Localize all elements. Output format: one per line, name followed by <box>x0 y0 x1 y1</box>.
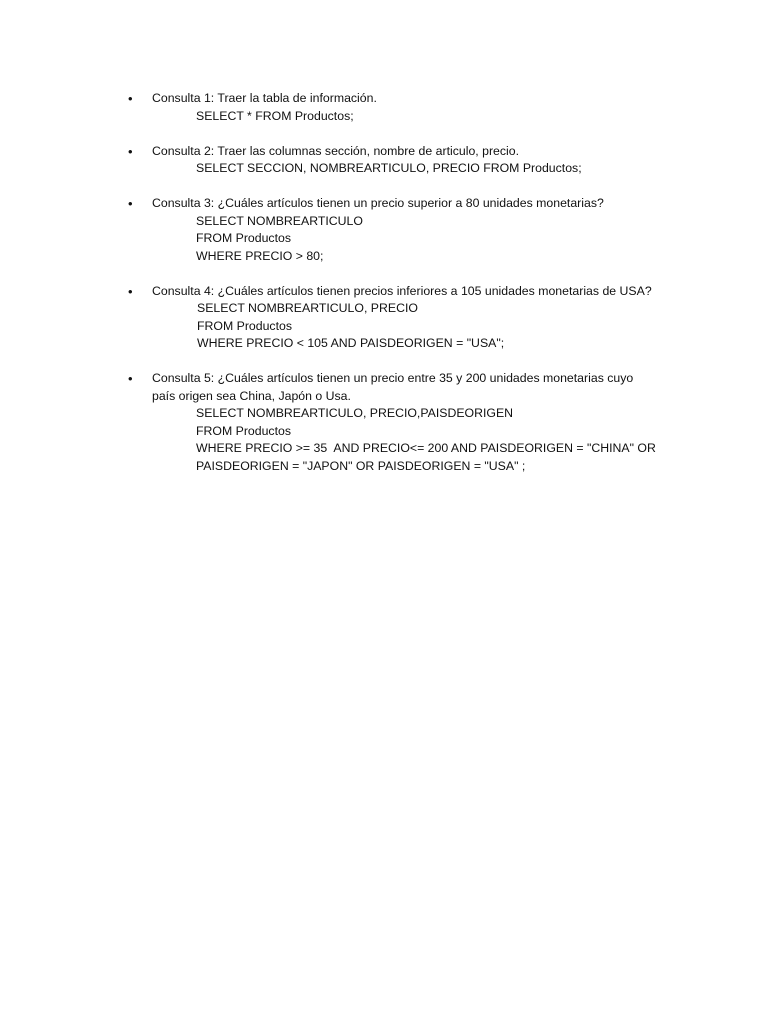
sql-line: SELECT NOMBREARTICULO <box>196 213 363 228</box>
list-item <box>0 143 768 178</box>
sql-line: SELECT * FROM Productos; <box>196 108 354 123</box>
list-item <box>0 90 768 125</box>
query-title: Consulta 5: ¿Cuáles artículos tienen un precio entre 35 y 200 unidades monetarias cuyo <box>152 371 634 385</box>
sql-line: WHERE PRECIO >= 35 AND PRECIO<= 200 AND PAISDEORIGEN = "CHINA" OR <box>196 441 656 455</box>
bullet-icon: • <box>128 143 133 159</box>
bullet-icon: • <box>128 371 133 386</box>
sql-line: WHERE PRECIO < 105 AND PAISDEORIGEN = "USA"; <box>197 336 505 350</box>
list-item <box>0 283 768 353</box>
bullet-icon: • <box>128 283 133 299</box>
sql-line: PAISDEORIGEN = "JAPON" OR PAISDEORIGEN = "USA" ; <box>196 458 526 473</box>
sql-line: FROM Productos <box>197 318 292 333</box>
query-title-continuation: país origen sea China, Japón o Usa. <box>152 388 351 403</box>
sql-line: SELECT NOMBREARTICULO, PRECIO,PAISDEORIGEN <box>196 406 514 420</box>
sql-line: WHERE PRECIO > 80; <box>196 248 324 263</box>
bullet-icon: • <box>128 196 133 211</box>
query-title: Consulta 1: Traer la tabla de información. <box>152 91 377 105</box>
list-item <box>0 195 768 265</box>
sql-line: FROM Productos <box>196 231 291 245</box>
sql-line: FROM Productos <box>196 423 291 438</box>
sql-line: SELECT SECCION, NOMBREARTICULO, PRECIO FROM Productos; <box>196 161 582 175</box>
list-item <box>0 370 768 475</box>
query-title: Consulta 3: ¿Cuáles artículos tienen un precio superior a 80 unidades monetarias? <box>152 196 604 210</box>
query-list <box>0 90 768 493</box>
query-title: Consulta 4: ¿Cuáles artículos tienen precios inferiores a 105 unidades monetarias de USA? <box>152 283 652 298</box>
bullet-icon: • <box>128 91 133 106</box>
sql-line: SELECT NOMBREARTICULO, PRECIO <box>197 301 418 315</box>
query-title: Consulta 2: Traer las columnas sección, nombre de articulo, precio. <box>152 143 520 158</box>
